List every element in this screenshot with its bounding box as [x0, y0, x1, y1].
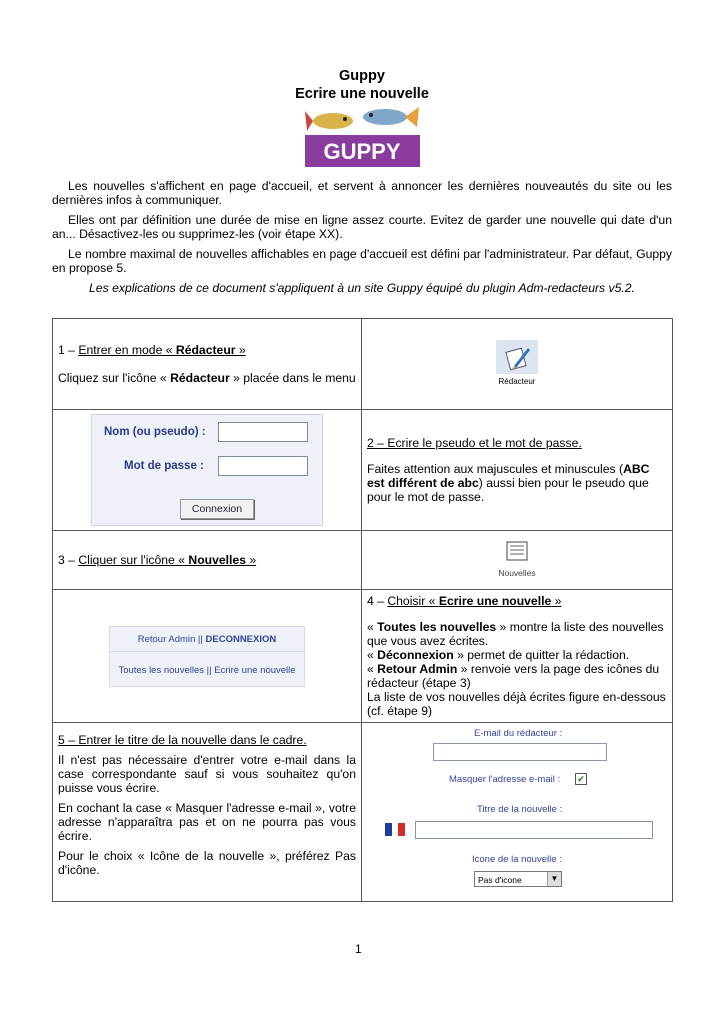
- step5-image: [362, 723, 673, 902]
- french-flag-icon: [385, 823, 405, 836]
- step-row: [53, 590, 673, 723]
- page-number: 1: [355, 942, 362, 956]
- redacteur-icon[interactable]: Rédacteur: [492, 340, 542, 388]
- step2-text: 2 – Ecrire le pseudo et le mot de passe. Faites attention aux majuscules et minuscules (ABC est différent de abc) aussi bien pour le pseudo que pour le mot de passe.: [362, 410, 673, 531]
- mask-email-label: Masquer l'adresse e-mail :: [449, 774, 561, 785]
- step4-image: [53, 590, 362, 723]
- login-form: [91, 414, 323, 526]
- toutes-nouvelles-link[interactable]: Toutes les nouvelles: [118, 664, 204, 676]
- news-icon-select[interactable]: Pas d'icone ▼: [474, 871, 562, 887]
- step5-text: 5 – Entrer le titre de la nouvelle dans le cadre. Il n'est pas nécessaire d'entrer votre e-mail dans la case correspondante sauf si vous souhaitez qu'on puisse vous écrire. En cochant la case « Masquer l'adresse e-mail », votre adresse n'apparaîtra pas et on ne pourra pas vous écrire. Pour le choix « Icône de la nouvelle », préférez Pas d'icône.: [53, 723, 362, 902]
- intro-note: Les explications de ce document s'appliquent à un site Guppy équipé du plugin Adm-redacteurs v5.2.: [89, 281, 635, 295]
- intro-paragraph: Les nouvelles s'affichent en page d'accueil, et servent à annoncer les dernières nouveautés du site ou les dernières infos à communiquer.: [52, 179, 672, 207]
- step-row: [53, 531, 673, 590]
- step3-text: 3 – Cliquer sur l'icône « Nouvelles »: [53, 531, 362, 590]
- news-title-input[interactable]: [415, 821, 653, 839]
- deconnexion-link[interactable]: DECONNEXION: [205, 633, 277, 645]
- intro-paragraph: Le nombre maximal de nouvelles affichables en page d'accueil est défini par l'administrateur. Par défaut, Guppy en propose 5.: [52, 247, 672, 275]
- step5-title: 5 – Entrer le titre de la nouvelle dans le cadre.: [58, 733, 307, 747]
- title-label: Titre de la nouvelle :: [477, 804, 563, 815]
- step-row: [53, 319, 673, 410]
- intro-paragraph: Elles ont par définition une durée de mise en ligne assez courte. Evitez de garder une nouvelle qui date d'un an... Désactivez-les ou supprimez-les (voir étape XX).: [52, 213, 672, 241]
- mask-email-checkbox[interactable]: ✔: [575, 773, 587, 785]
- steps-table: [52, 318, 673, 902]
- guppy-logo: [305, 103, 420, 167]
- doc-title: Guppy: [339, 68, 385, 84]
- icon-label: Icone de la nouvelle :: [472, 854, 562, 865]
- retour-admin-link[interactable]: Retour Admin: [137, 633, 196, 645]
- nouvelles-icon[interactable]: Nouvelles: [496, 540, 538, 580]
- connexion-button[interactable]: Connexion: [180, 499, 254, 519]
- news-form: [377, 727, 657, 897]
- step-row: [53, 410, 673, 531]
- ecrire-nouvelle-link[interactable]: Ecrire une nouvelle: [214, 664, 296, 676]
- news-navigation: Retour Admin || DECONNEXION Toutes les nouvelles || Ecrire une nouvelle: [109, 626, 305, 687]
- password-input[interactable]: [218, 456, 308, 476]
- intro-section: [52, 179, 672, 301]
- email-input[interactable]: [433, 743, 607, 761]
- step1-text: 1 – Entrer en mode « Rédacteur » Cliquez sur l'icône « Rédacteur » placée dans le menu: [53, 319, 362, 410]
- step-row: [53, 723, 673, 902]
- email-label: E-mail du rédacteur :: [474, 728, 563, 739]
- step2-image: [53, 410, 362, 531]
- step1-image: [362, 319, 673, 410]
- password-label: Mot de passe :: [124, 460, 204, 472]
- doc-subtitle: Ecrire une nouvelle: [295, 86, 429, 102]
- step2-title: 2 – Ecrire le pseudo et le mot de passe.: [367, 436, 582, 450]
- name-input[interactable]: [218, 422, 308, 442]
- step4-text: 4 – Choisir « Ecrire une nouvelle » « Toutes les nouvelles » montre la liste des nouvelles que vous avez écrites. « Déconnexion » permet de quitter la rédaction. « Retour Admin » renvoie vers la page des icônes du rédacteur (étape 3) La liste de vos nouvelles déjà écrites figure en-dessous (cf. étape 9): [362, 590, 673, 723]
- logo-text: GUPPY: [323, 139, 401, 164]
- name-label: Nom (ou pseudo) :: [104, 426, 206, 438]
- chevron-down-icon: ▼: [547, 872, 561, 886]
- step3-image: [362, 531, 673, 590]
